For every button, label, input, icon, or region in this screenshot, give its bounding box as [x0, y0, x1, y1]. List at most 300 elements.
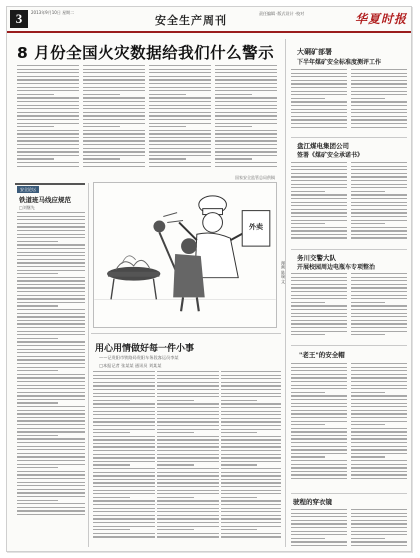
body-text-line [17, 456, 85, 457]
body-text-line [291, 187, 347, 188]
body-text-line [83, 83, 145, 84]
body-text-line [157, 418, 219, 419]
body-text-line [83, 69, 145, 70]
body-text-line [93, 407, 155, 408]
body-text-line [291, 509, 347, 510]
body-text-line [291, 212, 347, 213]
body-text-line [17, 158, 54, 159]
body-text-line [17, 500, 58, 501]
left-column-body [17, 212, 85, 548]
body-text-line [17, 370, 58, 371]
page-number: 3 [10, 10, 28, 28]
body-text-line [291, 91, 347, 92]
body-text-line [215, 144, 277, 145]
body-text-line [351, 277, 407, 278]
body-text-line [17, 148, 79, 149]
body-text-line [351, 230, 407, 231]
body-text-line [351, 424, 385, 425]
body-text-line [291, 320, 347, 321]
body-text-line [17, 216, 85, 217]
body-text-line [93, 515, 155, 516]
right-body-5b [351, 509, 407, 549]
body-text-line [149, 140, 211, 141]
body-text-line [351, 187, 407, 188]
body-text-line [351, 399, 407, 400]
body-text-line [291, 230, 347, 231]
body-text-line [157, 515, 219, 516]
body-text-line [17, 385, 85, 386]
body-text-line [351, 367, 407, 368]
body-text-line [157, 508, 219, 509]
body-text-line [291, 367, 347, 368]
body-text-line [221, 508, 281, 509]
body-text-line [17, 230, 85, 231]
body-text-line [17, 255, 85, 256]
body-text-line [17, 341, 85, 342]
body-text-line [351, 545, 407, 546]
body-text-line [17, 248, 85, 249]
right-divider-1 [291, 137, 407, 138]
body-text-line [157, 526, 219, 527]
body-text-line [17, 309, 85, 310]
left-column-headline: 铁道班马线应规范 [19, 196, 71, 204]
body-text-line [93, 411, 155, 412]
body-text-line [17, 126, 54, 127]
body-text-line [93, 457, 155, 458]
body-text-line [351, 209, 407, 210]
body-text-line [351, 374, 407, 375]
body-text-line [17, 482, 85, 483]
body-text-line [157, 454, 219, 455]
body-text-line [351, 331, 407, 332]
body-text-line [351, 323, 407, 324]
body-text-line [291, 205, 347, 206]
body-text-line [291, 421, 347, 422]
body-text-line [149, 151, 211, 152]
body-text-line [149, 105, 211, 106]
body-text-line [221, 536, 281, 537]
body-text-line [17, 130, 79, 131]
body-text-line [351, 410, 407, 411]
body-text-line [93, 529, 130, 530]
body-text-line [149, 148, 211, 149]
body-text-line [17, 349, 85, 350]
body-text-line [149, 119, 211, 120]
body-text-line [351, 541, 407, 542]
body-text-line [93, 389, 155, 390]
right-body-3b [351, 273, 407, 341]
body-text-line [221, 403, 281, 404]
body-text-line [351, 87, 407, 88]
body-text-line [221, 396, 281, 397]
body-text-line [291, 410, 347, 411]
body-text-line [351, 320, 407, 321]
body-text-line [351, 305, 407, 306]
body-text-line [351, 431, 407, 432]
body-text-line [157, 425, 219, 426]
body-text-line [291, 119, 347, 120]
body-text-line [17, 413, 85, 414]
body-text-line [215, 140, 277, 141]
body-text-line [351, 302, 385, 303]
body-text-line [221, 497, 257, 498]
lead-body-col-4 [215, 65, 277, 177]
body-text-line [149, 72, 211, 73]
body-text-line [83, 105, 145, 106]
body-text-line [157, 490, 219, 491]
body-text-line [17, 424, 85, 425]
body-text-line [291, 381, 347, 382]
body-text-line [351, 474, 407, 475]
paper-logo: 华夏时报 [354, 12, 407, 26]
body-text-line [351, 280, 407, 281]
body-text-line [149, 79, 211, 80]
body-text-line [17, 262, 85, 263]
body-text-line [93, 375, 155, 376]
body-text-line [291, 424, 325, 425]
body-text-line [215, 79, 277, 80]
body-text-line [221, 457, 281, 458]
body-text-line [291, 223, 325, 224]
body-text-line [221, 486, 281, 487]
body-text-line [17, 101, 79, 102]
body-text-line [149, 76, 211, 77]
body-text-line [215, 126, 252, 127]
column-separator [285, 39, 286, 547]
body-text-line [215, 94, 252, 95]
body-text-line [17, 119, 79, 120]
body-text-line [351, 287, 407, 288]
body-text-line [351, 191, 385, 192]
body-text-line [351, 116, 407, 117]
body-text-line [351, 173, 407, 174]
body-text-line [291, 284, 347, 285]
body-text-line [351, 83, 407, 84]
body-text-line [215, 65, 277, 66]
body-text-line [93, 497, 130, 498]
body-text-line [351, 467, 407, 468]
body-text-line [221, 389, 281, 390]
body-text-line [17, 287, 85, 288]
body-text-line [291, 406, 347, 407]
body-text-line [351, 220, 407, 221]
body-text-line [17, 442, 85, 443]
editor-info: 责任编辑 ·版式设计 ·校对 [259, 11, 305, 16]
body-text-line [221, 393, 281, 394]
body-text-line [291, 334, 325, 335]
body-text-line [221, 450, 281, 451]
body-text-line [157, 432, 194, 433]
body-text-line [17, 435, 58, 436]
body-text-line [17, 485, 85, 486]
body-text-line [291, 313, 347, 314]
body-text-line [215, 155, 277, 156]
body-text-line [17, 453, 85, 454]
body-text-line [291, 98, 325, 99]
body-text-line [215, 119, 277, 120]
body-text-line [351, 119, 407, 120]
body-text-line [17, 446, 85, 447]
body-text-line [17, 420, 85, 421]
body-text-line [291, 471, 347, 472]
body-text-line [291, 327, 347, 328]
body-text-line [157, 529, 194, 530]
body-text-line [351, 370, 407, 371]
body-text-line [93, 439, 155, 440]
body-text-line [351, 449, 407, 450]
body-text-line [351, 223, 385, 224]
body-text-line [291, 166, 347, 167]
body-text-line [17, 284, 85, 285]
body-text-line [351, 388, 407, 389]
right-headline-1b: 下半年煤矿安全标准度测评工作 [297, 59, 382, 66]
body-text-line [17, 97, 79, 98]
body-text-line [291, 237, 347, 238]
body-text-line [221, 504, 281, 505]
body-text-line [93, 500, 155, 501]
body-text-line [17, 514, 85, 515]
body-text-line [93, 472, 155, 473]
body-text-line [83, 94, 120, 95]
body-text-line [149, 155, 211, 156]
body-text-line [221, 382, 281, 383]
body-text-line [351, 98, 385, 99]
body-text-line [83, 115, 145, 116]
body-text-line [157, 443, 219, 444]
body-text-line [83, 158, 120, 159]
body-text-line [351, 385, 407, 386]
body-text-line [93, 504, 155, 505]
body-text-line [93, 436, 155, 437]
body-text-line [149, 108, 211, 109]
right-body-2b [351, 162, 407, 246]
body-text-line [17, 334, 85, 335]
body-text-line [93, 533, 155, 534]
body-text-line [351, 513, 407, 514]
body-text-line [291, 385, 347, 386]
body-text-line [291, 180, 347, 181]
body-text-line [17, 277, 85, 278]
body-text-line [93, 414, 155, 415]
body-text-line [17, 273, 58, 274]
body-text-line [291, 399, 347, 400]
body-text-line [351, 180, 407, 181]
body-text-line [17, 395, 85, 396]
body-text-line [83, 144, 145, 145]
body-text-line [351, 538, 385, 539]
body-text-line [93, 468, 155, 469]
body-text-line [17, 352, 85, 353]
body-text-line [83, 133, 145, 134]
body-text-line [291, 273, 347, 274]
feature-top-rule [91, 333, 281, 334]
body-text-line [221, 493, 281, 494]
body-text-line [221, 454, 281, 455]
body-text-line [17, 270, 85, 271]
body-text-line [157, 400, 194, 401]
body-text-line [17, 392, 85, 393]
right-headline-1a: 大硐矿部署 [297, 48, 332, 56]
body-text-line [157, 439, 219, 440]
body-text-line [83, 148, 145, 149]
body-text-line [17, 79, 79, 80]
body-text-line [157, 472, 219, 473]
body-text-line [17, 327, 85, 328]
body-text-line [215, 97, 277, 98]
body-text-line [17, 464, 85, 465]
body-text-line [351, 91, 407, 92]
body-text-line [83, 130, 145, 131]
body-text-line [215, 166, 277, 167]
body-text-line [157, 411, 219, 412]
body-text-line [351, 216, 407, 217]
body-text-line [17, 356, 85, 357]
body-text-line [149, 115, 211, 116]
body-text-line [351, 509, 407, 510]
body-text-line [291, 541, 347, 542]
body-text-line [351, 298, 407, 299]
body-text-line [157, 375, 219, 376]
left-column-top-rule [15, 183, 85, 185]
body-text-line [221, 378, 281, 379]
body-text-line [291, 392, 325, 393]
body-text-line [149, 90, 211, 91]
feature-headline: 用心用情做好每一件小事 [95, 344, 195, 354]
body-text-line [291, 538, 325, 539]
body-text-line [351, 184, 407, 185]
body-text-line [291, 116, 347, 117]
body-text-line [351, 460, 407, 461]
body-text-line [221, 411, 281, 412]
body-text-line [17, 252, 85, 253]
body-text-line [291, 69, 347, 70]
body-text-line [221, 515, 281, 516]
body-text-line [83, 87, 145, 88]
body-text-line [221, 429, 281, 430]
body-text-line [17, 166, 79, 167]
body-text-line [291, 513, 347, 514]
body-text-line [351, 295, 407, 296]
body-text-line [17, 503, 85, 504]
body-text-line [17, 244, 85, 245]
body-text-line [93, 425, 155, 426]
body-text-line [157, 385, 219, 386]
body-text-line [215, 83, 277, 84]
body-text-line [93, 461, 155, 462]
body-text-line [149, 137, 211, 138]
body-text-line [17, 295, 85, 296]
body-text-line [215, 151, 277, 152]
body-text-line [291, 449, 347, 450]
body-text-line [221, 482, 281, 483]
body-text-line [83, 137, 145, 138]
feature-body-col-3 [221, 371, 281, 547]
body-text-line [351, 194, 407, 195]
body-text-line [351, 94, 407, 95]
body-text-line [291, 403, 347, 404]
body-text-line [93, 464, 130, 465]
lead-headline: 8 月份全国火灾数据给我们什么警示 [17, 44, 275, 62]
body-text-line [17, 133, 79, 134]
body-text-line [17, 399, 85, 400]
body-text-line [157, 475, 219, 476]
body-text-line [83, 97, 145, 98]
body-text-line [351, 73, 407, 74]
right-headline-5: 驶程的穿衣镜 [293, 498, 332, 506]
lead-body-col-1 [17, 65, 79, 177]
section-title: 安全生产周刊 [155, 14, 227, 27]
body-text-line [291, 456, 325, 457]
body-text-line [215, 130, 277, 131]
body-text-line [157, 493, 219, 494]
body-text-line [291, 305, 347, 306]
body-text-line [93, 482, 155, 483]
body-text-line [93, 429, 155, 430]
body-text-line [17, 510, 85, 511]
body-text-line [351, 534, 407, 535]
body-text-line [215, 115, 277, 116]
body-text-line [149, 69, 211, 70]
body-text-line [215, 158, 252, 159]
body-text-line [215, 72, 277, 73]
body-text-line [17, 323, 85, 324]
body-text-line [157, 533, 219, 534]
left-column-byline: □刘继先 [19, 205, 35, 210]
body-text-line [291, 316, 347, 317]
body-text-line [17, 151, 79, 152]
body-text-line [291, 464, 347, 465]
body-text-line [149, 101, 211, 102]
body-text-line [291, 162, 347, 163]
body-text-line [351, 123, 407, 124]
body-text-line [17, 478, 85, 479]
body-text-line [215, 101, 277, 102]
body-text-line [291, 277, 347, 278]
body-text-line [221, 407, 281, 408]
body-text-line [17, 316, 85, 317]
body-text-line [221, 464, 257, 465]
body-text-line [157, 407, 219, 408]
body-text-line [17, 359, 85, 360]
body-text-line [291, 194, 347, 195]
body-text-line [93, 475, 155, 476]
right-headline-3a: 务川交警大队 [297, 254, 336, 262]
body-text-line [215, 133, 277, 134]
body-text-line [291, 176, 347, 177]
body-text-line [291, 374, 347, 375]
body-text-line [17, 144, 79, 145]
body-text-line [83, 112, 145, 113]
body-text-line [93, 378, 155, 379]
body-text-line [291, 395, 347, 396]
body-text-line [291, 302, 325, 303]
body-text-line [17, 320, 85, 321]
body-text-line [351, 237, 407, 238]
body-text-line [17, 219, 85, 220]
right-body-2a [291, 162, 347, 246]
body-text-line [83, 162, 145, 163]
right-headline-2b: 签署《煤矿安全承诺书》 [297, 152, 364, 159]
body-text-line [351, 435, 407, 436]
body-text-line [351, 377, 407, 378]
body-text-line [291, 413, 347, 414]
body-text-line [17, 338, 58, 339]
body-text-line [149, 87, 211, 88]
right-body-4a [291, 363, 347, 489]
body-text-line [291, 460, 347, 461]
body-text-line [351, 127, 407, 128]
body-text-line [149, 83, 211, 84]
